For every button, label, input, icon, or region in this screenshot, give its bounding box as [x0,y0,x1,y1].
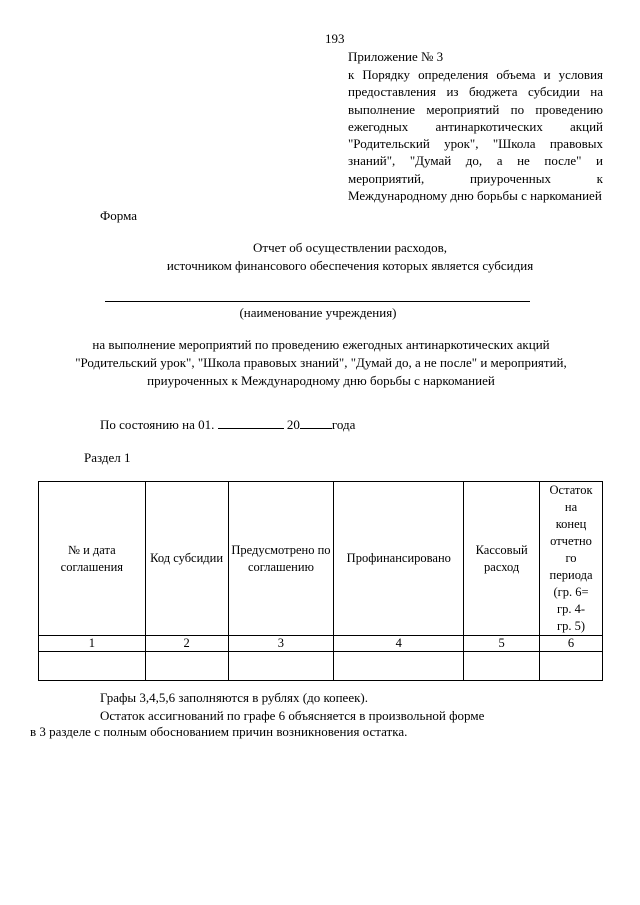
note-line-1: Графы 3,4,5,6 заполняются в рублях (до копеек). [100,690,368,705]
appendix-title: Приложение № 3 [348,49,444,64]
note-line-2: Остаток ассигнований по графе 6 объясняется в произвольной форме [100,708,485,723]
column-number: 3 [228,636,334,652]
form-label: Форма [100,208,137,223]
section-label: Раздел 1 [84,450,131,465]
organization-name-line [105,301,530,302]
purpose-text [0,336,640,390]
as-of-date [100,417,355,433]
purpose-line-3: приуроченных к Международному дню борьбы с наркоманией [147,373,495,388]
purpose-line-1: на выполнение мероприятий по проведению ежегодных антинаркотических акций [92,337,550,352]
report-table [38,481,603,681]
column-number-row [39,636,603,652]
table-cell [334,652,464,681]
as-of-prefix: По состоянию на 01. [100,417,215,432]
column-number: 4 [334,636,464,652]
note-line-3: в 3 разделе с полным обоснованием причин возникновения остатка. [30,724,408,739]
header-financed: Профинансировано [334,482,464,636]
column-number: 5 [464,636,540,652]
header-planned: Предусмотрено по соглашению [228,482,334,636]
month-blank [218,417,284,429]
year-blank [300,417,332,429]
report-title-line-2: источником финансового обеспечения которых является субсидия [166,258,534,273]
table-cell [145,652,228,681]
header-subsidy-code: Код субсидии [145,482,228,636]
table-header-row [39,482,603,636]
column-number: 1 [39,636,146,652]
organization-caption: (наименование учреждения) [239,305,397,320]
as-of-suffix: года [331,417,356,432]
header-balance: Остаток на конец отчетно го периода (гр. 6= гр. 4- гр. 5) [540,482,603,636]
header-cash-expense: Кассовый расход [464,482,540,636]
report-title [0,239,640,275]
table-row [39,652,603,681]
purpose-line-2: "Родительский урок", "Школа правовых знаний", "Думай до, а не после" и мероприятий, [75,355,567,370]
column-number: 2 [145,636,228,652]
table-cell [540,652,603,681]
table-cell [39,652,146,681]
appendix-text: к Порядку определения объема и условия предоставления из бюджета субсидии на выполнение мероприятий по проведению ежегодных антинаркотических акций "Родительский урок", "Школа правовых знаний", "Думай до, а не после" и мероприятий, приуроченных к Международному дню борьбы с наркоманией [348,67,603,204]
header-agreement: № и дата соглашения [39,482,146,636]
report-title-line-1: Отчет об осуществлении расходов, [253,240,447,255]
page-number: 193 [325,31,345,46]
table-cell [464,652,540,681]
year-prefix: 20 [286,417,300,432]
table-cell [228,652,334,681]
column-number: 6 [540,636,603,652]
